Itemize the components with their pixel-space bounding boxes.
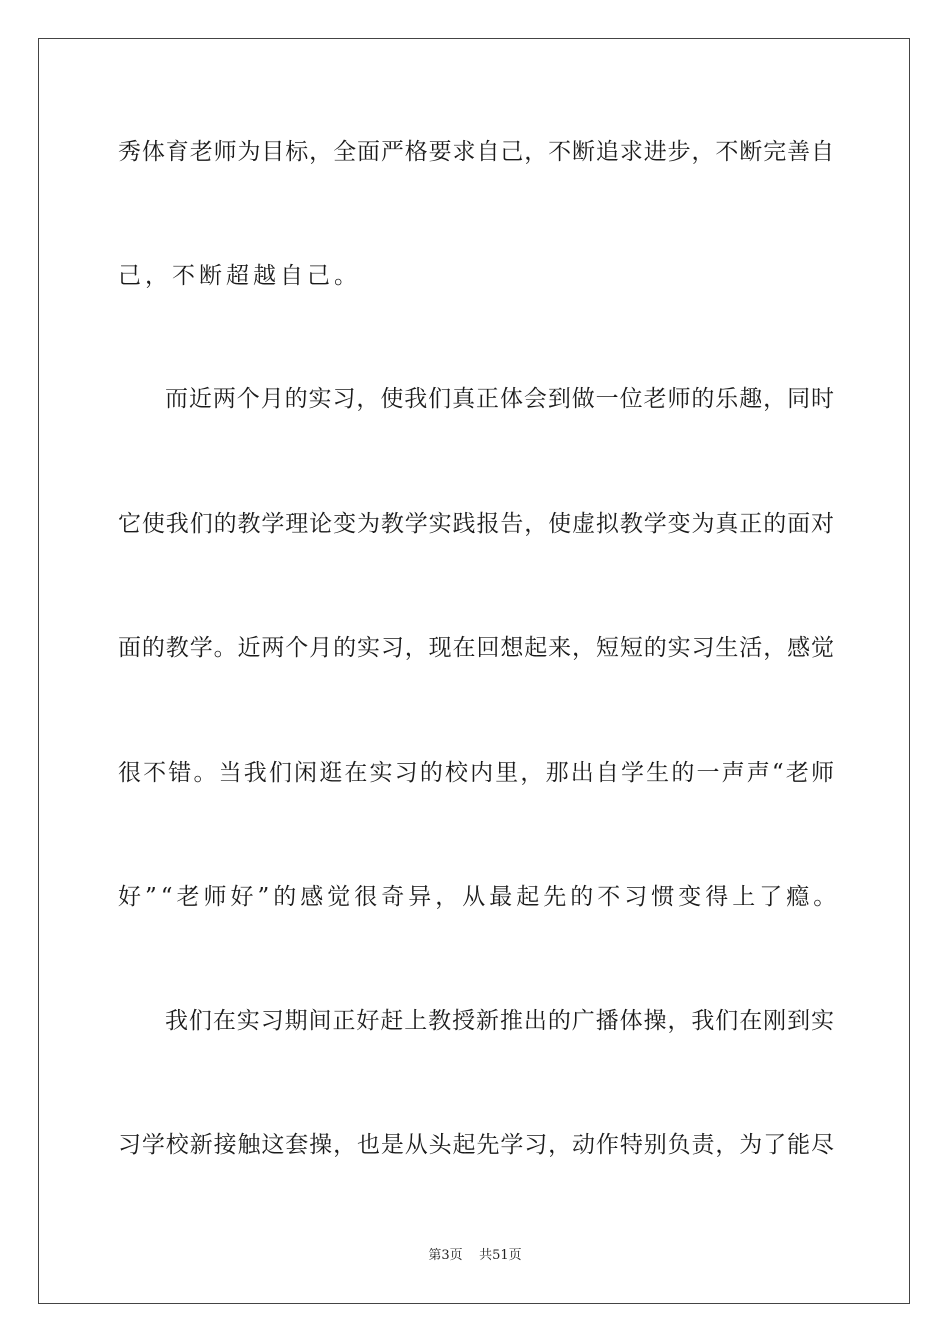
text-line-9: 习学校新接触这套操，也是从头起先学习，动作特别负责，为了能尽 — [118, 1132, 834, 1158]
text-line-3: 而近两个月的实习，使我们真正体会到做一位老师的乐趣，同时 — [165, 386, 834, 412]
text-line-7: 好”“老师好”的感觉很奇异，从最起先的不习惯变得上了瘾。 — [118, 884, 841, 910]
page-number: 第3页 — [428, 1248, 463, 1263]
text-line-4: 它使我们的教学理论变为教学实践报告，使虚拟教学变为真正的面对 — [118, 511, 834, 537]
text-line-8: 我们在实习期间正好赶上教授新推出的广播体操，我们在刚到实 — [165, 1008, 834, 1034]
page-footer — [0, 1247, 950, 1265]
total-pages: 共51页 — [479, 1248, 522, 1263]
page-border — [38, 38, 910, 1304]
text-line-6: 很不错。当我们闲逛在实习的校内里，那出自学生的一声声“老师 — [118, 760, 834, 786]
text-line-1: 秀体育老师为目标，全面严格要求自己，不断追求进步，不断完善自 — [118, 139, 834, 165]
text-line-2: 己，不断超越自己。 — [118, 263, 361, 289]
text-line-5: 面的教学。近两个月的实习，现在回想起来，短短的实习生活，感觉 — [118, 635, 834, 661]
